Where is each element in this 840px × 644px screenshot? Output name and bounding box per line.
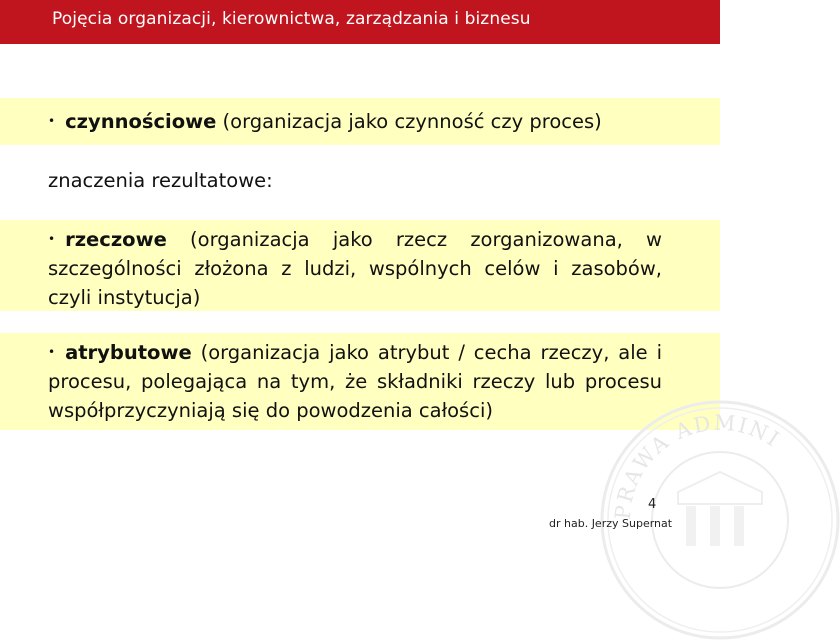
title-bar: [0, 0, 720, 44]
term-label: czynnościowe: [65, 110, 217, 133]
term-description: (organizacja jako atrybut / cecha rzeczy, ale i procesu, polegająca na tym, że składniki rzeczy lub procesu współprzyczyniają się do powodzenia całości): [48, 341, 662, 422]
page-number: 4: [648, 497, 657, 512]
meaning-item-attribute: [48, 338, 662, 425]
term-description: (organizacja jako czynność czy proces): [216, 110, 602, 133]
bullet-icon: •: [48, 345, 56, 359]
meaning-item-activity: [48, 107, 662, 136]
term-label: rzeczowe: [65, 228, 167, 251]
meaning-item-material: [48, 225, 662, 312]
seal-lettering: PRAWA ADMINI: [610, 410, 785, 521]
slide-title: Pojęcia organizacji, kierownictwa, zarządzania i biznesu: [52, 9, 531, 29]
term-description: (organizacja jako rzecz zorganizowana, w szczególności złożona z ludzi, wspólnych celów i zasobów, czyli instytucja): [48, 228, 662, 309]
bullet-icon: •: [48, 232, 56, 246]
section-heading: znaczenia rezultatowe:: [48, 169, 273, 192]
bullet-icon: •: [48, 114, 56, 128]
term-label: atrybutowe: [65, 341, 192, 364]
author-credit: dr hab. Jerzy Supernat: [549, 517, 673, 530]
